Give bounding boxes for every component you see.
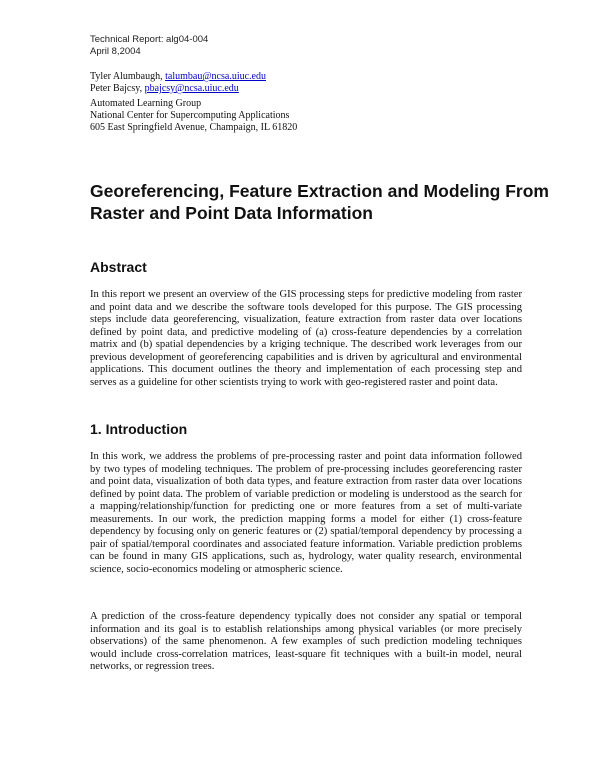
author-email-link[interactable]: pbajcsy@ncsa.uiuc.edu [144,83,239,94]
abstract-heading: Abstract [90,259,147,275]
affiliation-center: National Center for Supercomputing Applications [90,110,290,121]
author-email-link[interactable]: talumbau@ncsa.uiuc.edu [165,71,266,82]
report-number: Technical Report: alg04-004 [90,34,209,45]
paper-title: Georeferencing, Feature Extraction and Modeling From Raster and Point Data Information [90,181,549,223]
report-meta [90,34,208,57]
introduction-heading: 1. Introduction [90,421,188,437]
author-line [90,83,266,95]
author-list [90,71,266,95]
author-name: Peter Bajcsy, [90,83,145,94]
affiliation [90,98,297,134]
affiliation-address: 605 East Springfield Avenue, Champaign, IL 61820 [90,122,298,133]
abstract-text: In this report we present an overview of the GIS processing steps for predictive modeling from raster and point data and we describe the software tools developed for this purpose. The GIS processing steps include data georeferencing, visualization, feature extraction from raster data over locations defined by point data, and predictive modeling of (a) cross-feature dependencies by a correlation matrix and (b) spatial dependencies by a kriging technique. The described work leverages from our previous development of georeferencing capabilities and is driven by agricultural and environmental applications. This document outlines the theory and implementation of each processing step and serves as a guideline for other scientists trying to work with geo-registered raster and point data. [90,289,522,388]
author-line [90,71,266,83]
author-name: Tyler Alumbaugh, [90,71,166,82]
affiliation-group: Automated Learning Group [90,98,202,109]
report-date: April 8,2004 [90,45,141,57]
introduction-paragraph-2: A prediction of the cross-feature dependency typically does not consider any spatial or temporal information and its goal is to establish relationships among physical variables (or more precisely observations) of the same phenomenon. A few examples of such prediction modeling techniques would include cross-correlation matrices, least-square fit techniques with a built-in model, neural networks, or regression trees. [90,611,522,673]
introduction-paragraph-1: In this work, we address the problems of pre-processing raster and point data information followed by two types of modeling techniques. The problem of pre-processing includes georeferencing raster and point data, visualization of both data types, and feature extraction from raster data over locations defined by point data. The problem of variable prediction or modeling is understood as the search for a mapping/relationship/function for predicting one or more features from a set of multi-variate measurements. In our work, the prediction mapping forms a model for either (1) cross-feature dependency by focusing only on generic features or (2) spatial/temporal dependency by processing a pair of spatial/temporal coordinates and associated feature information. Variable prediction problems can be found in many GIS applications, such as, hydrology, water quality research, environmental science, socio-economics modeling or atmospheric science. [90,451,522,575]
